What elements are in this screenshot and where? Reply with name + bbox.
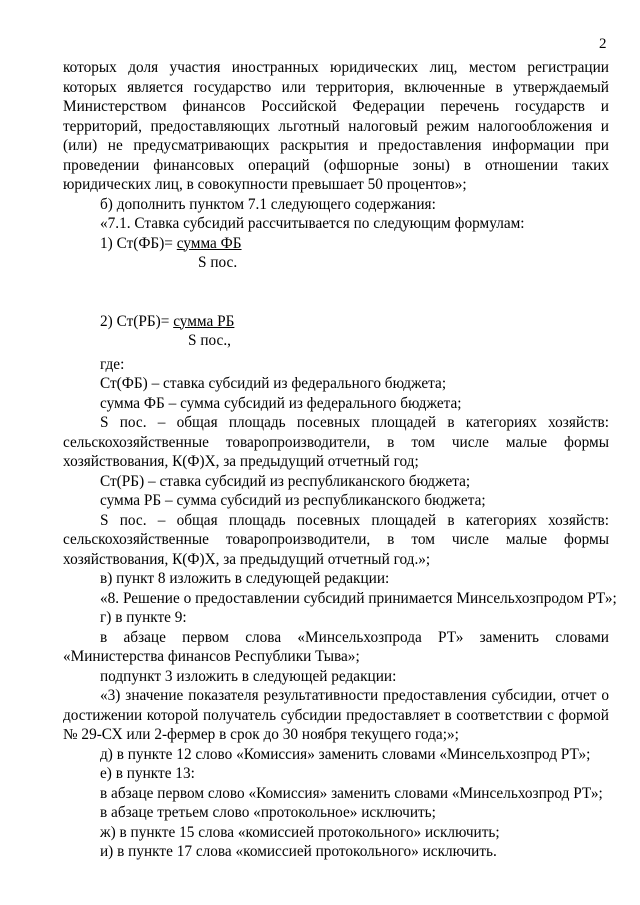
paragraph-8: «8. Решение о предоставлении субсидий принимается Минсельхозпродом РТ»; [100, 589, 617, 607]
paragraph-g-subitem-3: подпункт 3 изложить в следующей редакции: [100, 667, 397, 685]
definition-s-pos-2: S пос. – общая площадь посевных площадей в категориях хозяйств: сельскохозяйственные товаропроизводители, в том числе малые формы хозяйствования, К(Ф)Х, за предыдущий отчетный год.»; [63, 511, 609, 568]
paragraph-continuation: которых доля участия иностранных юридических лиц, местом регистрации которых является государство или территория, включенные в утверждаемый Министерством финансов Российской Федерации перечень государств и территорий, предоставляющих льготный налоговый режим налогообложения и (или) не предусматривающих раскрытия и предоставления информации при проведении финансовых операций (офшорные зоны) в отношении таких юридических лиц, в совокупности превышает 50 процентов»; [63, 59, 609, 193]
paragraph-e-abzac-3: в абзаце третьем слово «протокольное» исключить; [100, 804, 436, 821]
formula-2-denominator: S пос., [188, 332, 231, 349]
formula-2-label: 2) Ст(РБ)= [100, 312, 174, 330]
formula-2-numerator: сумма РБ [173, 312, 235, 330]
document-body [63, 58, 617, 862]
paragraph-zh: ж) в пункте 15 слова «комиссией протокольного» исключить; [100, 823, 500, 841]
paragraph-b: б) дополнить пунктом 7.1 следующего содержания: [100, 195, 436, 213]
paragraph-v: в) пункт 8 изложить в следующей редакции: [100, 570, 390, 587]
paragraph-e-abzac-1: в абзаце первом слово «Комиссия» заменить словами «Минсельхозпрод РТ»; [100, 784, 603, 802]
page-number: 2 [599, 36, 607, 52]
formula-1-label: 1) Ст(ФБ)= [100, 234, 177, 252]
paragraph-3-text: «3) значение показателя результативности предоставления субсидии, отчет о достижении которой получатель субсидии предоставляет в соответствии с формой № 29-СХ или 2-фермер в срок до 30 ноября текущего года;»; [63, 687, 609, 743]
formula-1 [63, 234, 609, 254]
definition-st-fb: Ст(ФБ) – ставка субсидий из федерального бюджета; [100, 375, 447, 392]
definition-summa-rb: сумма РБ – сумма субсидий из республиканского бюджета; [100, 492, 486, 509]
definition-summa-fb: сумма ФБ – сумма субсидий из федерального бюджета; [100, 394, 462, 412]
definition-st-rb: Ст(РБ) – ставка субсидий из республиканского бюджета; [100, 472, 471, 490]
paragraph-e: е) в пункте 13: [100, 765, 195, 782]
paragraph-7-1: «7.1. Ставка субсидий рассчитывается по следующим формулам: [100, 215, 525, 232]
paragraph-d: д) в пункте 12 слово «Комиссия» заменить словами «Минсельхозпрод РТ»; [100, 745, 591, 763]
paragraph-g-abzac-1: в абзаце первом слова «Минсельхозпрода РТ» заменить словами «Министерства финансов Республики Тыва»; [63, 628, 609, 665]
formula-1-denominator: S пос. [198, 254, 238, 271]
formula-1-numerator: сумма ФБ [176, 234, 242, 252]
paragraph-where: где: [100, 355, 125, 373]
definition-s-pos-1: S пос. – общая площадь посевных площадей в категориях хозяйств: сельскохозяйственные товаропроизводители, в том числе малые формы хозяйствования, К(Ф)Х, за предыдущий отчетный год; [63, 414, 609, 470]
paragraph-i: и) в пункте 17 слова «комиссией протокольного» исключить. [100, 843, 497, 860]
formula-2 [63, 312, 609, 332]
paragraph-g: г) в пункте 9: [100, 609, 187, 626]
